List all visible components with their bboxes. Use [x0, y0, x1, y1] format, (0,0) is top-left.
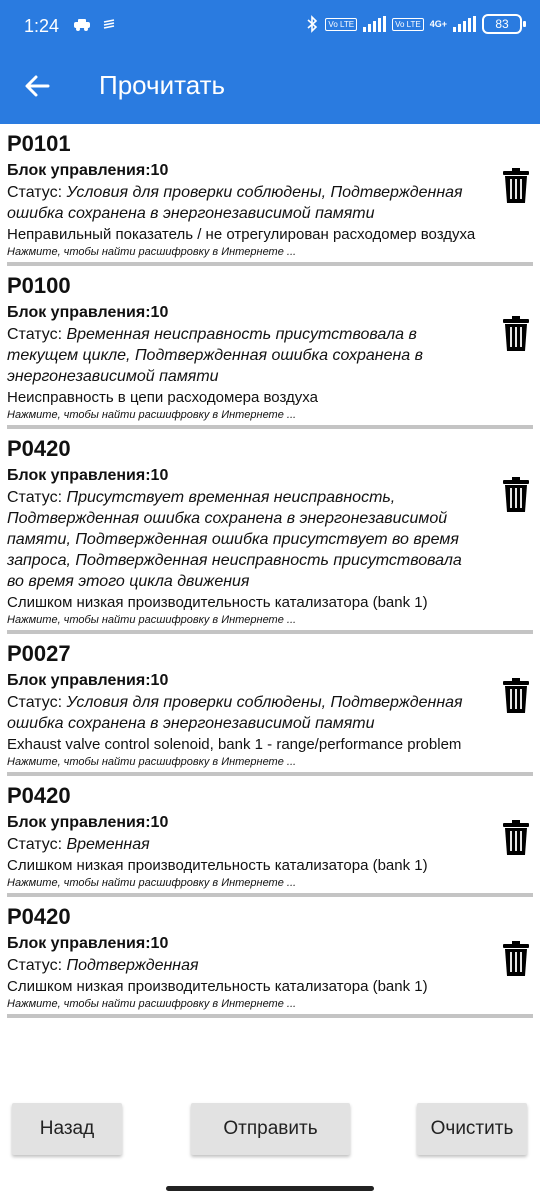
status-value: Временная	[66, 836, 150, 853]
list-item	[0, 897, 540, 1018]
status-right-icons	[305, 14, 522, 34]
search-online-link[interactable]: Нажмите, чтобы найти расшифровку в Интернете ...	[7, 998, 297, 1010]
signal-strength-icon-2	[453, 16, 476, 32]
clear-button[interactable]: Очистить	[417, 1103, 527, 1155]
status-label: Статус:	[7, 836, 67, 853]
page-title: Прочитать	[99, 70, 226, 100]
error-status	[7, 324, 480, 387]
status-value: Условия для проверки соблюдены, Подтвержденная ошибка сохранена в энергонезависимой памяти	[7, 184, 463, 222]
status-label: Статус:	[7, 957, 67, 974]
list-item	[0, 634, 540, 776]
volte-badge-1: Vo LTE	[325, 18, 357, 31]
error-description: Слишком низкая производительность катализатора (bank 1)	[7, 978, 428, 995]
network-type: 4G+	[429, 19, 447, 29]
divider	[7, 1014, 533, 1018]
status-label: Статус:	[7, 489, 67, 506]
error-status	[7, 955, 480, 976]
control-unit: Блок управления:10	[7, 935, 169, 952]
back-button[interactable]: Назад	[12, 1103, 122, 1155]
status-label: Статус:	[7, 694, 67, 711]
error-code: P0101	[7, 131, 71, 156]
control-unit: Блок управления:10	[7, 304, 169, 321]
search-online-link[interactable]: Нажмите, чтобы найти расшифровку в Интернете ...	[7, 756, 297, 768]
error-code: P0100	[7, 273, 71, 298]
trash-icon[interactable]	[502, 168, 530, 204]
error-code: P0420	[7, 904, 71, 929]
error-status	[7, 182, 480, 224]
list-item	[0, 266, 540, 429]
car-icon	[72, 18, 92, 32]
trash-icon[interactable]	[502, 941, 530, 977]
back-arrow-icon[interactable]	[22, 70, 54, 102]
list-item	[0, 124, 540, 266]
search-online-link[interactable]: Нажмите, чтобы найти расшифровку в Интернете ...	[7, 246, 297, 258]
control-unit: Блок управления:10	[7, 162, 169, 179]
status-label: Статус:	[7, 184, 67, 201]
status-time: 1:24	[24, 16, 60, 36]
send-button[interactable]: Отправить	[191, 1103, 350, 1155]
status-left-icons	[72, 18, 116, 32]
error-description: Exhaust valve control solenoid, bank 1 - range/performance problem	[7, 736, 462, 753]
error-status	[7, 692, 480, 734]
error-status	[7, 834, 480, 855]
list-item	[0, 776, 540, 897]
control-unit: Блок управления:10	[7, 467, 169, 484]
search-online-link[interactable]: Нажмите, чтобы найти расшифровку в Интернете ...	[7, 614, 297, 626]
volte-badge-2: Vo LTE	[392, 18, 424, 31]
error-code: P0420	[7, 436, 71, 461]
battery-level: 83	[495, 17, 509, 31]
status-bar	[0, 0, 540, 56]
error-description: Неправильный показатель / не отрегулирован расходомер воздуха	[7, 226, 476, 243]
trash-icon[interactable]	[502, 477, 530, 513]
signal-strength-icon-1	[363, 16, 386, 32]
error-status	[7, 487, 480, 592]
trash-icon[interactable]	[502, 678, 530, 714]
trash-icon[interactable]	[502, 820, 530, 856]
notes-icon	[102, 18, 116, 32]
error-list	[0, 124, 540, 1018]
control-unit: Блок управления:10	[7, 814, 169, 831]
bluetooth-icon	[305, 15, 319, 33]
status-value: Присутствует временная неисправность, Подтвержденная ошибка сохранена в энергонезависимой памяти, Подтвержденная ошибка присутствует во время запроса, Подтвержденная неисправность присутствовала во время этого цикла движения	[7, 489, 462, 590]
app-bar	[0, 0, 540, 124]
status-label: Статус:	[7, 326, 67, 343]
search-online-link[interactable]: Нажмите, чтобы найти расшифровку в Интернете ...	[7, 877, 297, 889]
status-value: Условия для проверки соблюдены, Подтвержденная ошибка сохранена в энергонезависимой памяти	[7, 694, 463, 732]
error-description: Слишком низкая производительность катализатора (bank 1)	[7, 594, 428, 611]
error-description: Неисправность в цепи расходомера воздуха	[7, 389, 318, 406]
error-code: P0027	[7, 641, 71, 666]
status-value: Подтвержденная	[66, 957, 199, 974]
search-online-link[interactable]: Нажмите, чтобы найти расшифровку в Интернете ...	[7, 409, 297, 421]
battery-icon	[482, 14, 522, 34]
control-unit: Блок управления:10	[7, 672, 169, 689]
trash-icon[interactable]	[502, 316, 530, 352]
error-code: P0420	[7, 783, 71, 808]
error-description: Слишком низкая производительность катализатора (bank 1)	[7, 857, 428, 874]
list-item	[0, 429, 540, 634]
status-value: Временная неисправность присутствовала в текущем цикле, Подтвержденная ошибка сохранена в энергонезависимой памяти	[7, 326, 423, 385]
home-indicator[interactable]	[166, 1186, 374, 1191]
